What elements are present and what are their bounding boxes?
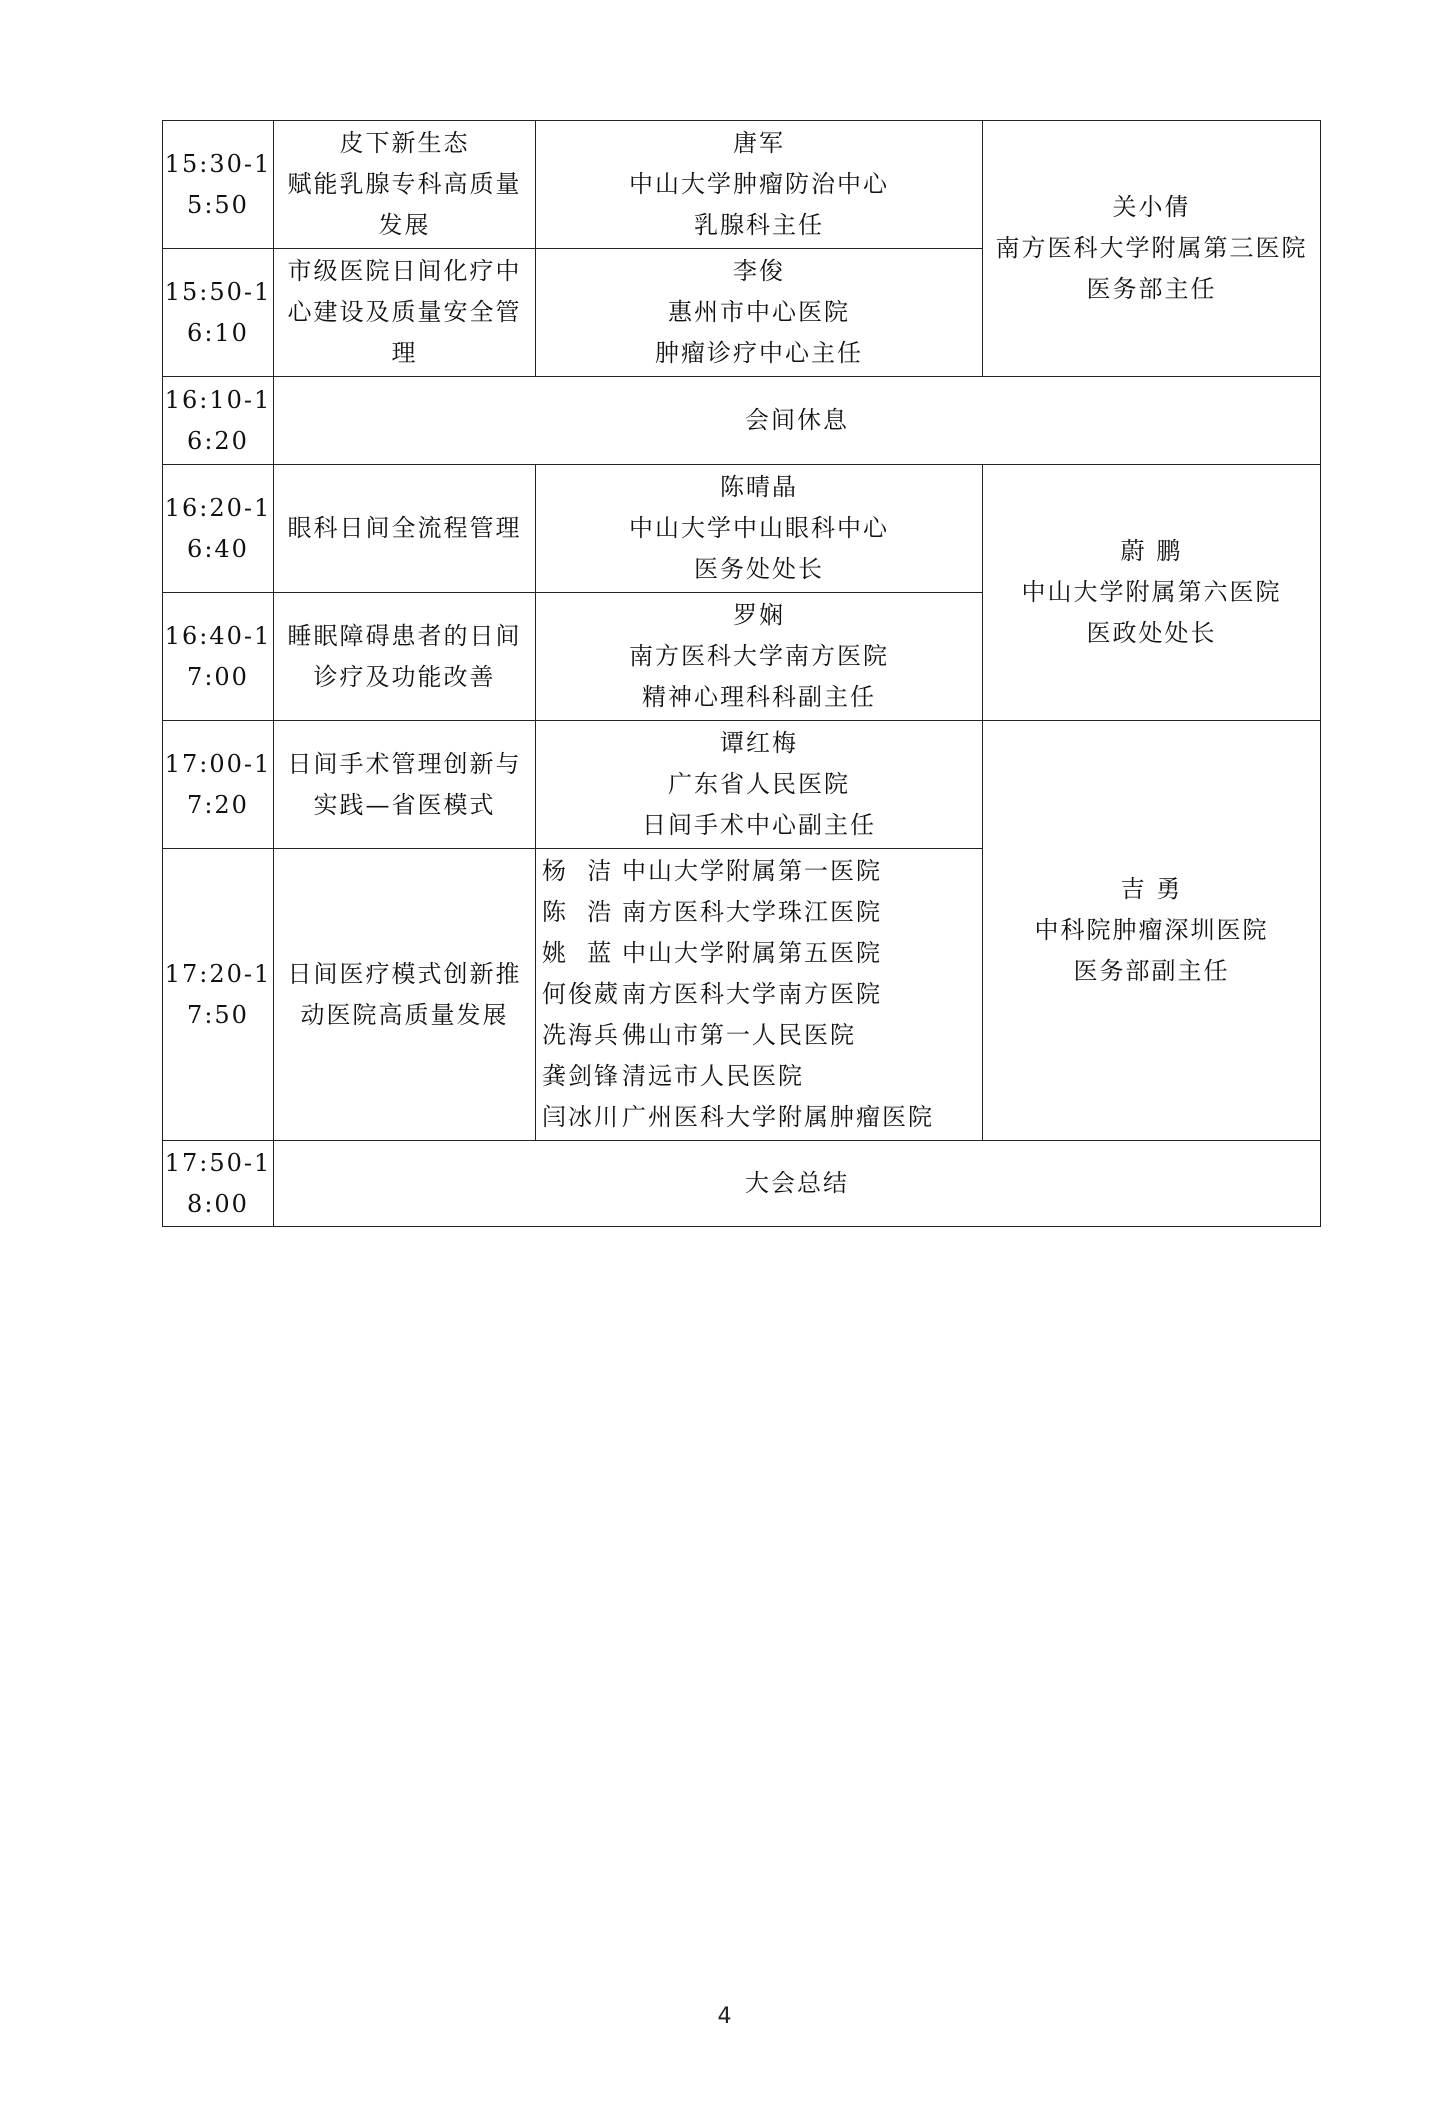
moderator-cell: [983, 121, 1321, 377]
agenda-row: [163, 721, 1321, 849]
panelist-org: 南方医科大学珠江医院: [622, 898, 882, 926]
moderator-org: 中山大学附属第六医院: [1021, 578, 1282, 606]
time-text: 17:20-1: [164, 959, 272, 988]
time-text: 6:20: [187, 426, 249, 455]
speaker-cell: [536, 721, 983, 849]
topic-text: 发展: [378, 211, 431, 239]
speaker-org: 中山大学肿瘤防治中心: [629, 170, 889, 198]
topic-text: 动医院高质量发展: [300, 1000, 509, 1029]
time-cell: [163, 465, 274, 593]
break-text: 会间休息: [745, 406, 849, 434]
topic-text: 眼科日间全流程管理: [287, 514, 522, 542]
time-cell: [163, 1141, 274, 1227]
panelist: [542, 1056, 982, 1097]
topic-cell: [274, 721, 536, 849]
time-text: 7:50: [187, 1000, 249, 1029]
topic-cell: [274, 465, 536, 593]
moderator-title: 医政处处长: [1086, 619, 1217, 647]
speaker-cell: [536, 465, 983, 593]
panelist-name: 闫冰川: [542, 1103, 620, 1131]
panelist-org: 广州医科大学附属肿瘤医院: [622, 1103, 934, 1131]
moderator-cell: [983, 721, 1321, 1141]
topic-text: 睡眠障碍患者的日间: [287, 621, 522, 650]
moderator-cell: [983, 465, 1321, 721]
time-text: 15:30-1: [164, 149, 272, 178]
speaker-org: 广东省人民医院: [668, 770, 850, 798]
agenda-row: [163, 465, 1321, 593]
moderator-name: 蔚 鹏: [1120, 537, 1183, 565]
topic-text: 市级医院日间化疗中: [287, 257, 522, 285]
topic-cell: [274, 121, 536, 249]
topic-text: 日间医疗模式创新推: [287, 959, 522, 988]
topic-text: 赋能乳腺专科高质量: [287, 170, 522, 198]
topic-cell: [274, 849, 536, 1141]
agenda-table: [162, 120, 1321, 1227]
time-text: 8:00: [187, 1189, 249, 1218]
speaker-title: 肿瘤诊疗中心主任: [655, 339, 863, 367]
time-text: 7:20: [187, 790, 249, 819]
speaker-title: 乳腺科主任: [694, 211, 824, 239]
speaker-org: 惠州市中心医院: [668, 298, 850, 326]
speaker-name: 唐军: [733, 129, 785, 157]
panelist-org: 中山大学附属第五医院: [622, 939, 882, 967]
panelist: [542, 1015, 982, 1056]
time-cell: [163, 249, 274, 377]
speaker-name: 李俊: [733, 257, 785, 285]
speaker-title: 医务处处长: [694, 555, 824, 583]
panelist-org: 中山大学附属第一医院: [622, 857, 882, 885]
panelist-name: 何俊葳: [542, 980, 620, 1008]
moderator-title: 医务部副主任: [1073, 957, 1230, 985]
time-cell: [163, 377, 274, 465]
break-text: 大会总结: [745, 1169, 849, 1197]
panelist-name: 龚剑锋: [542, 1062, 620, 1090]
speaker-cell: [536, 121, 983, 249]
moderator-org: 中科院肿瘤深圳医院: [1034, 916, 1269, 944]
topic-cell: [274, 593, 536, 721]
page-number: 4: [717, 2004, 732, 2029]
panelist: [542, 1097, 982, 1138]
time-cell: [163, 721, 274, 849]
speaker-cell: [536, 249, 983, 377]
speaker-org: 南方医科大学南方医院: [629, 642, 889, 670]
break-cell: [274, 1141, 1321, 1227]
moderator-name: 关小倩: [1112, 193, 1191, 221]
topic-cell: [274, 249, 536, 377]
time-text: 7:00: [187, 662, 249, 691]
speaker-org: 中山大学中山眼科中心: [629, 514, 889, 542]
panelist-name: 杨 洁: [542, 857, 614, 885]
topic-text: 日间手术管理创新与: [287, 749, 522, 778]
panelist-org: 佛山市第一人民医院: [622, 1021, 856, 1049]
agenda-row: [163, 377, 1321, 465]
speaker-title: 精神心理科科副主任: [642, 683, 876, 711]
speaker-cell: [536, 593, 983, 721]
panelist: [542, 892, 982, 933]
panelist: [542, 933, 982, 974]
time-text: 16:40-1: [164, 621, 272, 650]
time-text: 16:10-1: [164, 385, 272, 414]
time-text: 5:50: [187, 190, 249, 219]
speaker-name: 谭红梅: [720, 729, 798, 757]
time-text: 6:40: [187, 534, 249, 563]
time-text: 17:00-1: [164, 749, 272, 778]
speaker-title: 日间手术中心副主任: [642, 811, 876, 839]
moderator-org: 南方医科大学附属第三医院: [995, 234, 1308, 262]
speaker-name: 罗娴: [733, 601, 785, 629]
panelist-name: 冼海兵: [542, 1021, 620, 1049]
panelist: [542, 851, 982, 892]
time-cell: [163, 121, 274, 249]
agenda-row: [163, 1141, 1321, 1227]
moderator-title: 医务部主任: [1086, 275, 1217, 303]
topic-text: 诊疗及功能改善: [313, 662, 496, 691]
topic-text: 理: [391, 339, 418, 367]
break-cell: [274, 377, 1321, 465]
time-text: 17:50-1: [164, 1148, 272, 1177]
panel-cell: [536, 849, 983, 1141]
agenda-row: [163, 121, 1321, 249]
topic-text: 皮下新生态: [339, 129, 470, 157]
time-text: 6:10: [187, 318, 249, 347]
time-text: 15:50-1: [164, 277, 272, 306]
moderator-name: 吉 勇: [1120, 875, 1183, 903]
panelist-org: 南方医科大学南方医院: [622, 980, 882, 1008]
time-cell: [163, 849, 274, 1141]
panelist-org: 清远市人民医院: [622, 1062, 804, 1090]
time-cell: [163, 593, 274, 721]
topic-text: 心建设及质量安全管: [287, 298, 522, 326]
speaker-name: 陈晴晶: [720, 473, 798, 501]
panelist-name: 陈 浩: [542, 898, 614, 926]
topic-text: 实践—省医模式: [313, 790, 496, 819]
panelist-name: 姚 蓝: [542, 939, 614, 967]
time-text: 16:20-1: [164, 493, 272, 522]
panelist: [542, 974, 982, 1015]
